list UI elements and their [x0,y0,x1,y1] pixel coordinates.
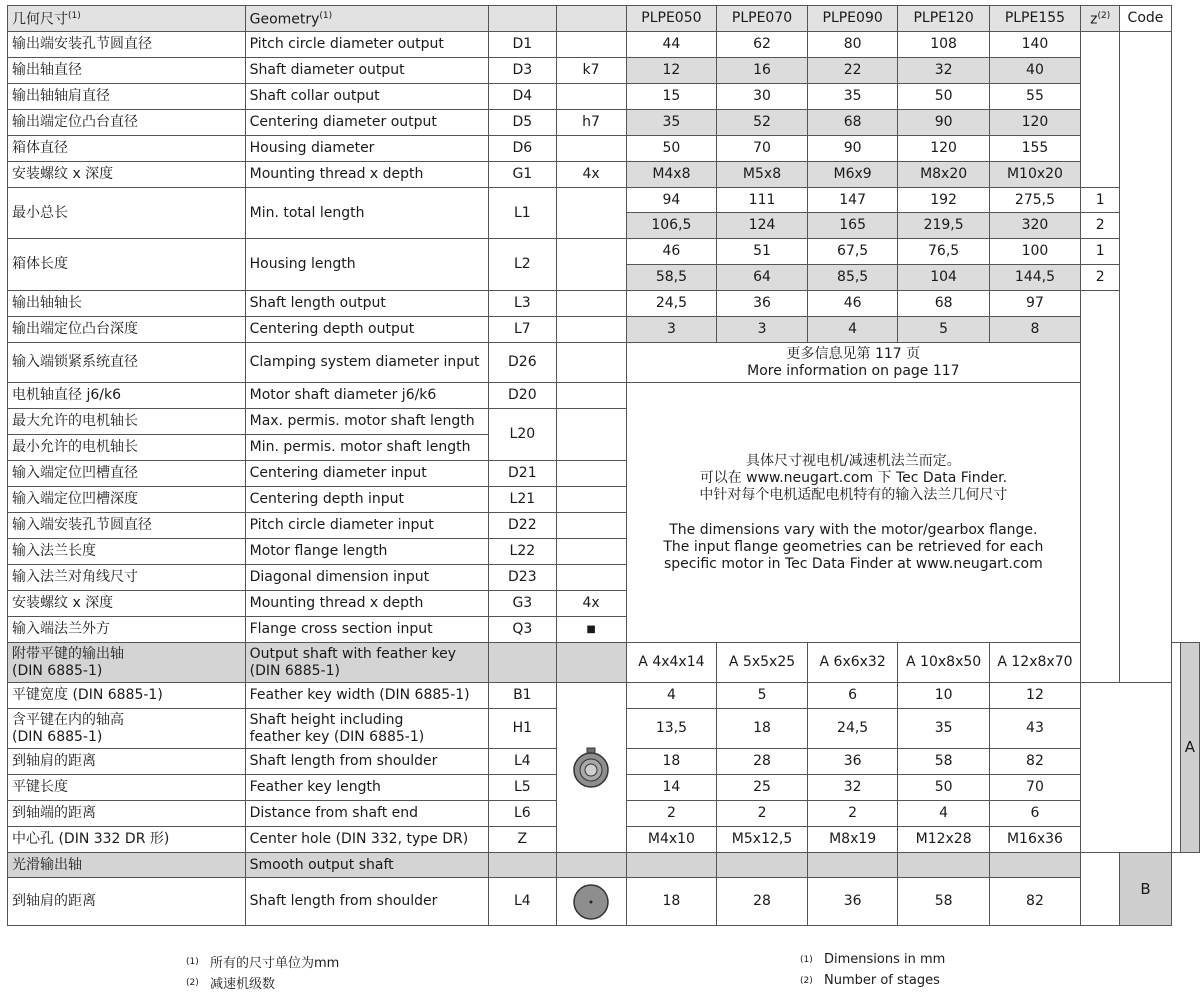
value-cell: 64 [717,265,808,291]
value-cell: 28 [717,878,808,926]
note-en: specific motor in Tec Data Finder at www.neugart.com [663,555,1043,572]
footnote-en-2: (2) Number of stages [800,973,940,988]
row-cn: 电机轴直径 j6/k6 [8,383,246,409]
value-cell: 6 [989,801,1080,827]
value-cell: 3 [717,317,808,343]
value-cell: 5 [717,683,808,709]
keyed-shaft-icon [561,744,622,792]
row-tolerance [556,32,626,58]
row-en: Shaft height including feather key (DIN 6885-1) [245,709,489,749]
value-cell [807,853,898,878]
value-cell: 80 [807,32,898,58]
value-cell: 94 [626,188,717,213]
note-cn: 可以在 www.neugart.com 下 Tec Data Finder. [699,469,1008,486]
row-symbol [489,643,556,683]
value-cell: 70 [717,136,808,162]
value-cell: M5x8 [717,162,808,188]
header-z: $z^{(2)}$ [1081,6,1120,32]
row-tolerance [556,188,626,239]
value-cell: 58,5 [626,265,717,291]
spec-table [7,5,1200,926]
value-cell: 4 [626,683,717,709]
value-cell: 68 [898,291,989,317]
row-tolerance [556,643,626,683]
value-cell: 52 [717,110,808,136]
value-cell: 108 [898,32,989,58]
row-en: Flange cross section input [245,617,489,643]
row-en: Center hole (DIN 332, type DR) [245,827,489,853]
value-cell: 24,5 [626,291,717,317]
value-cell [989,853,1080,878]
value-cell: 35 [626,110,717,136]
header-model: PLPE070 [717,6,808,32]
note-en: The input flange geometries can be retrieved for each [663,538,1044,555]
value-cell: 24,5 [807,709,898,749]
table-row [8,317,1200,343]
header-cn: 几何尺寸$^{(1)}$ [8,6,246,32]
value-cell: 90 [807,136,898,162]
keyed-shaft-icon-cell [556,683,626,853]
row-en: Shaft collar output [245,84,489,110]
section-header-keyed [8,643,1200,683]
value-cell: 8 [989,317,1080,343]
table-row [8,84,1200,110]
row-symbol: D20 [489,383,556,409]
row-symbol: Z [489,827,556,853]
note-cn: 更多信息见第 117 页 [786,345,921,362]
value-cell: 18 [626,749,717,775]
row-symbol: L3 [489,291,556,317]
row-symbol: L7 [489,317,556,343]
value-cell: 40 [989,58,1080,84]
row-en: Motor flange length [245,539,489,565]
value-cell: A 12x8x70 [989,643,1080,683]
value-cell: M10x20 [989,162,1080,188]
note-cn: 中针对每个电机适配电机特有的输入法兰几何尺寸 [699,486,1008,503]
value-cell: 16 [717,58,808,84]
row-tolerance [556,84,626,110]
row-cn: 含平键在内的轴高 (DIN 6885-1) [8,709,246,749]
row-symbol: G3 [489,591,556,617]
code-b: B [1120,853,1172,926]
value-cell: 44 [626,32,717,58]
row-tolerance [556,409,626,461]
row-cn: 箱体直径 [8,136,246,162]
table-row [8,343,1200,383]
header-model: PLPE090 [807,6,898,32]
row-symbol [489,853,556,878]
value-cell: 46 [626,239,717,265]
row-cn: 最大允许的电机轴长 [8,409,246,435]
input-flange-note [626,383,1081,643]
row-cn: 输出轴轴长 [8,291,246,317]
note-cn: 具体尺寸视电机/减速机法兰而定。 [746,452,961,469]
row-cn: 输入端定位凹槽直径 [8,461,246,487]
row-en: Distance from shaft end [245,801,489,827]
value-cell: 144,5 [989,265,1080,291]
value-cell: M16x36 [989,827,1080,853]
value-cell: 32 [898,58,989,84]
value-cell: M8x20 [898,162,989,188]
value-cell: 46 [807,291,898,317]
square-symbol: ■ [556,617,626,643]
z-cell [1081,853,1120,926]
value-cell: 62 [717,32,808,58]
value-cell: A 5x5x25 [717,643,808,683]
value-cell: 43 [989,709,1080,749]
z-cell [1171,643,1180,853]
row-cn: 到轴端的距离 [8,801,246,827]
row-symbol: L4 [489,878,556,926]
row-cn: 输出端定位凸台直径 [8,110,246,136]
row-cn: 箱体长度 [8,239,246,291]
row-symbol: D5 [489,110,556,136]
row-cn: 输出端定位凸台深度 [8,317,246,343]
row-symbol: G1 [489,162,556,188]
table-row [8,58,1200,84]
value-cell: 124 [717,213,808,239]
table-row [8,32,1200,58]
row-en: Shaft length from shoulder [245,878,489,926]
row-en: Max. permis. motor shaft length [245,409,489,435]
row-symbol: L6 [489,801,556,827]
value-cell: 32 [807,775,898,801]
value-cell: 76,5 [898,239,989,265]
value-cell [898,853,989,878]
row-cn: 附带平键的输出轴 (DIN 6885-1) [8,643,246,683]
value-cell: 104 [898,265,989,291]
row-cn: 到轴肩的距离 [8,749,246,775]
value-cell: 30 [717,84,808,110]
row-symbol: L21 [489,487,556,513]
row-symbol: D21 [489,461,556,487]
row-en: Mounting thread x depth [245,591,489,617]
value-cell: 2 [807,801,898,827]
value-cell: 2 [717,801,808,827]
table-row [8,188,1200,213]
row-symbol: D6 [489,136,556,162]
header-row [8,6,1200,32]
value-cell [626,853,717,878]
row-en: Shaft length from shoulder [245,749,489,775]
value-cell: 36 [807,749,898,775]
row-symbol: L1 [489,188,556,239]
header-model: PLPE155 [989,6,1080,32]
value-cell: 111 [717,188,808,213]
value-cell: 12 [626,58,717,84]
value-cell: 3 [626,317,717,343]
row-symbol: Q3 [489,617,556,643]
value-cell: 50 [898,84,989,110]
section-header-smooth [8,853,1200,878]
row-tolerance: 4x [556,591,626,617]
footnote-en-1: (1) Dimensions in mm [800,952,946,967]
value-cell: 106,5 [626,213,717,239]
row-tolerance [556,539,626,565]
footnote-cn-1: (1) 所有的尺寸单位为mm [186,956,340,971]
value-cell: 219,5 [898,213,989,239]
row-tolerance [556,565,626,591]
value-cell: 82 [989,878,1080,926]
value-cell: 140 [989,32,1080,58]
value-cell: M4x10 [626,827,717,853]
value-cell: 12 [989,683,1080,709]
value-cell: 192 [898,188,989,213]
row-tolerance: 4x [556,162,626,188]
row-symbol: L5 [489,775,556,801]
value-cell: M12x28 [898,827,989,853]
row-cn: 到轴肩的距离 [8,878,246,926]
z-cell [1081,291,1120,683]
value-cell: 68 [807,110,898,136]
value-cell: 4 [807,317,898,343]
row-en: Pitch circle diameter output [245,32,489,58]
row-en: Centering depth input [245,487,489,513]
value-cell: 165 [807,213,898,239]
row-en: Diagonal dimension input [245,565,489,591]
row-symbol: D1 [489,32,556,58]
row-tolerance [556,513,626,539]
value-cell: 15 [626,84,717,110]
row-symbol: L20 [489,409,556,461]
row-tolerance [556,383,626,409]
value-cell: 35 [807,84,898,110]
note-en: The dimensions vary with the motor/gearbox flange. [669,521,1038,538]
value-cell: 4 [898,801,989,827]
z-cell [1081,32,1120,188]
value-cell: M6x9 [807,162,898,188]
row-cn: 输出轴直径 [8,58,246,84]
value-cell: M5x12,5 [717,827,808,853]
value-cell: 147 [807,188,898,213]
row-symbol: D22 [489,513,556,539]
code-blank [1120,32,1172,683]
row-tolerance: k7 [556,58,626,84]
row-tolerance [556,317,626,343]
row-en: Motor shaft diameter j6/k6 [245,383,489,409]
row-en: Min. permis. motor shaft length [245,435,489,461]
value-cell: 36 [807,878,898,926]
row-tolerance: h7 [556,110,626,136]
value-cell: A 6x6x32 [807,643,898,683]
row-cn: 最小总长 [8,188,246,239]
row-en: Feather key width (DIN 6885-1) [245,683,489,709]
value-cell: 155 [989,136,1080,162]
row-tolerance [556,136,626,162]
row-en: Centering depth output [245,317,489,343]
table-row [8,291,1200,317]
row-cn: 输入端法兰外方 [8,617,246,643]
row-cn: 安装螺纹 x 深度 [8,162,246,188]
row-cn: 输入法兰长度 [8,539,246,565]
row-symbol: D3 [489,58,556,84]
page-reference-note [626,343,1081,383]
value-cell: 51 [717,239,808,265]
value-cell: 58 [898,749,989,775]
value-cell: 120 [898,136,989,162]
row-en: Feather key length [245,775,489,801]
row-tolerance [556,343,626,383]
code-a: A [1180,643,1199,853]
value-cell: 82 [989,749,1080,775]
table-row [8,683,1200,709]
value-cell: 67,5 [807,239,898,265]
row-en: Clamping system diameter input [245,343,489,383]
value-cell: 320 [989,213,1080,239]
row-symbol: L4 [489,749,556,775]
row-cn: 输入端定位凹槽深度 [8,487,246,513]
table-row [8,136,1200,162]
value-cell [717,853,808,878]
value-cell: 2 [626,801,717,827]
note-en: More information on page 117 [747,362,960,379]
row-en: Housing length [245,239,489,291]
row-en: Mounting thread x depth [245,162,489,188]
value-cell: 70 [989,775,1080,801]
value-cell: 22 [807,58,898,84]
row-cn: 输入法兰对角线尺寸 [8,565,246,591]
value-cell: 28 [717,749,808,775]
table-row [8,878,1200,926]
value-cell: 58 [898,878,989,926]
header-en: Geometry$^{(1)}$ [245,6,489,32]
row-symbol: D4 [489,84,556,110]
row-en: Shaft length output [245,291,489,317]
header-model: PLPE120 [898,6,989,32]
value-cell: 36 [717,291,808,317]
z-cell: 1 [1081,188,1120,213]
row-cn: 光滑输出轴 [8,853,246,878]
row-tolerance [556,461,626,487]
row-tolerance [556,487,626,513]
row-cn: 输入端安装孔节圆直径 [8,513,246,539]
row-tolerance [556,239,626,291]
row-cn: 输入端锁紧系统直径 [8,343,246,383]
table-row [8,110,1200,136]
row-cn: 最小允许的电机轴长 [8,435,246,461]
row-en: Smooth output shaft [245,853,489,878]
z-cell: 2 [1081,265,1120,291]
value-cell: 18 [626,878,717,926]
row-symbol: L22 [489,539,556,565]
table-row [8,239,1200,265]
z-cell: 1 [1081,239,1120,265]
row-en: Pitch circle diameter input [245,513,489,539]
row-cn: 中心孔 (DIN 332 DR 形) [8,827,246,853]
value-cell: 6 [807,683,898,709]
value-cell: 25 [717,775,808,801]
value-cell: 14 [626,775,717,801]
row-cn: 平键长度 [8,775,246,801]
row-symbol: B1 [489,683,556,709]
value-cell: 55 [989,84,1080,110]
row-cn: 平键宽度 (DIN 6885-1) [8,683,246,709]
row-en: Housing diameter [245,136,489,162]
table-row [8,162,1200,188]
header-model: PLPE050 [626,6,717,32]
row-cn: 输出端安装孔节圆直径 [8,32,246,58]
header-tolerance [556,6,626,32]
row-en: Output shaft with feather key (DIN 6885-1) [245,643,489,683]
row-tolerance [556,291,626,317]
row-symbol: L2 [489,239,556,291]
value-cell: 50 [626,136,717,162]
header-symbol [489,6,556,32]
row-en: Centering diameter input [245,461,489,487]
value-cell: M4x8 [626,162,717,188]
value-cell: A 10x8x50 [898,643,989,683]
value-cell: 5 [898,317,989,343]
row-en: Shaft diameter output [245,58,489,84]
value-cell: 13,5 [626,709,717,749]
row-symbol: H1 [489,709,556,749]
value-cell: 35 [898,709,989,749]
value-cell: A 4x4x14 [626,643,717,683]
header-code: Code [1120,6,1172,32]
value-cell: 275,5 [989,188,1080,213]
row-en: Min. total length [245,188,489,239]
row-symbol: D23 [489,565,556,591]
row-cn: 安装螺纹 x 深度 [8,591,246,617]
value-cell: 50 [898,775,989,801]
smooth-shaft-icon-cell [556,878,626,926]
value-cell: 10 [898,683,989,709]
value-cell: 18 [717,709,808,749]
smooth-shaft-icon [561,882,622,922]
value-cell: M8x19 [807,827,898,853]
table-row [8,383,1200,409]
value-cell: 97 [989,291,1080,317]
z-cell: 2 [1081,213,1120,239]
footnote-cn-2: (2) 减速机级数 [186,977,276,992]
row-cn: 输出轴轴肩直径 [8,84,246,110]
value-cell: 85,5 [807,265,898,291]
value-cell: 120 [989,110,1080,136]
row-en: Centering diameter output [245,110,489,136]
value-cell: 100 [989,239,1080,265]
row-tolerance [556,853,626,878]
row-symbol: D26 [489,343,556,383]
value-cell: 90 [898,110,989,136]
